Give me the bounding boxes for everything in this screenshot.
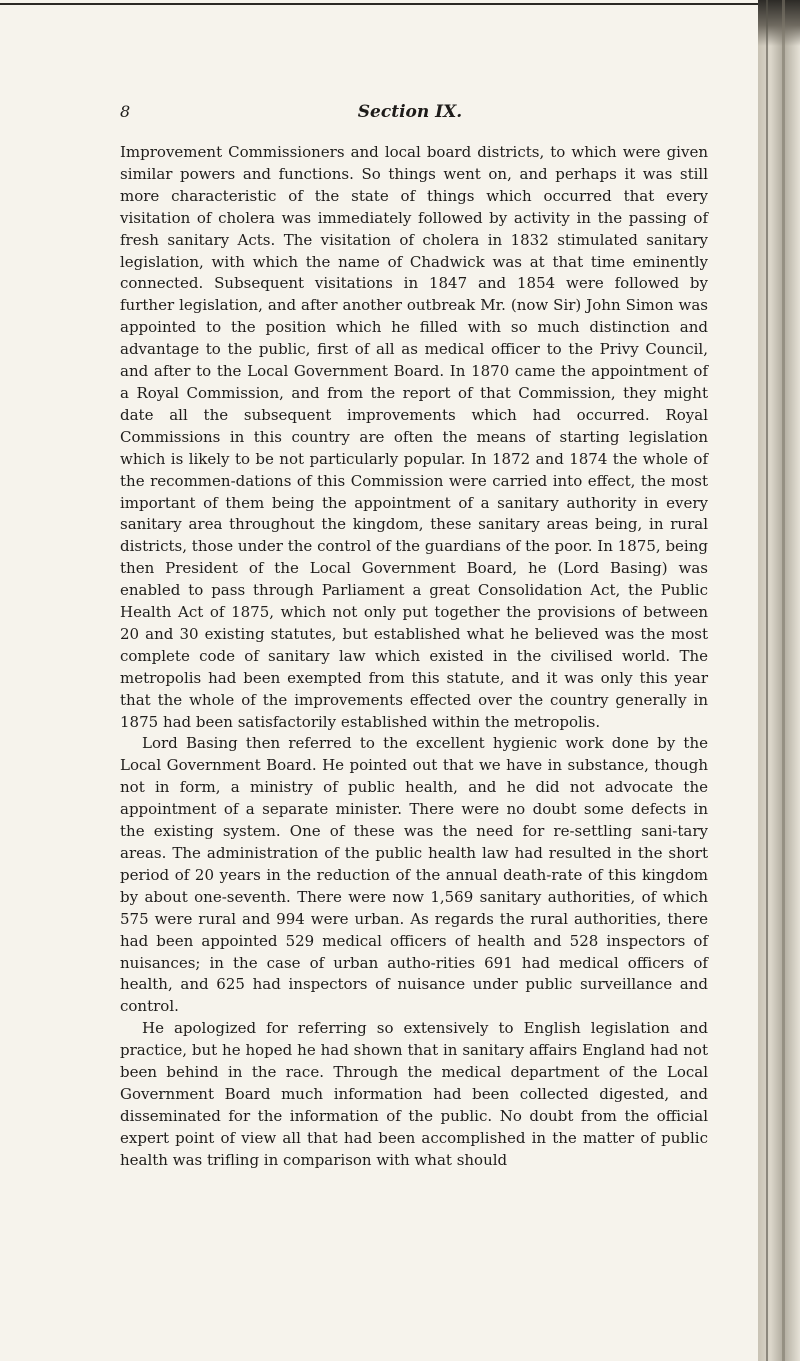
running-head: Section IX. (357, 102, 463, 122)
book-binding-edge (758, 0, 800, 1361)
page-number: 8 (120, 102, 131, 121)
top-edge-rule (0, 3, 760, 5)
binding-corner-shadow (758, 0, 800, 46)
paragraph-3: He apologized for referring so extensively to English legislation and practice, but he hoped he had shown that in sanitary affairs England had not been behind in the race. Through the medical department of the Local Government Board much information had been collected digested, and disseminated for the information of the public. No doubt from the official expert point of view all that had been accomplished in the matter of public health was trifling in comparison with what should (120, 1019, 708, 1169)
paragraph-1: Improvement Commissioners and local board districts, to which were given similar powers and functions. So things went on, and perhaps it was still more characteristic of the state of things which occurred that every visitation of cholera was immediately followed by activity in the passing of fresh sanitary Acts. The visitation of cholera in 1832 stimulated sanitary legislation, with which the name of Chadwick was at that time eminently connected. Subsequent visitations in 1847 and 1854 were followed by further legislation, and after another outbreak Mr. (now Sir) John Simon was appointed to the position which he filled with so much distinction and advantage to the public, first of all as medical officer to the Privy Council, and after to the Local Government Board. In 1870 came the appointment of a Royal Commission, and from the report of that Commission, they might date all the subsequent improvements which had occurred. Royal Commissions in this country are often the means of starting legislation which is likely to be not particularly popular. In 1872 and 1874 the whole of the recommen-dations of this Commission were carried into effect, the most important of them being the appointment of a sanitary authority in every sanitary area throughout the kingdom, these sanitary areas being, in rural districts, those under the control of the guardians of the poor. In 1875, being then President of the Local Government Board, he (Lord Basing) was enabled to pass through Parliament a great Consolidation Act, the Public Health Act of 1875, which not only put together the provisions of between 20 and 30 existing statutes, but established what he believed was the most complete code of sanitary law which existed in the civilised world. The metropolis had been exempted from this statute, and it was only this year that the whole of the improvements effected over the country generally in 1875 had been satisfactorily established within the metropolis. (120, 143, 708, 731)
binding-line (766, 0, 768, 1361)
paragraph-2: Lord Basing then referred to the excellent hygienic work done by the Local Government Board. He pointed out that we have in substance, though not in form, a ministry of public health, and he did not advocate the appointment of a separate minister. There were no doubt some defects in the existing system. One of these was the need for re-settling sani-tary areas. The administration of the public health law had resulted in the short period of 20 years in the reduction of the annual death-rate of this kingdom by about one-seventh. There were now 1,569 sanitary authorities, of which 575 were rural and 994 were urban. As regards the rural authorities, there had been appointed 529 medical officers of health and 528 inspectors of nuisances; in the case of urban autho-rities 691 had medical officers of health, and 625 had inspectors of nuisance under public surveillance and control. (120, 734, 708, 1016)
body-text (120, 142, 708, 1172)
binding-line-outer (782, 0, 785, 1361)
page-header (120, 102, 700, 126)
